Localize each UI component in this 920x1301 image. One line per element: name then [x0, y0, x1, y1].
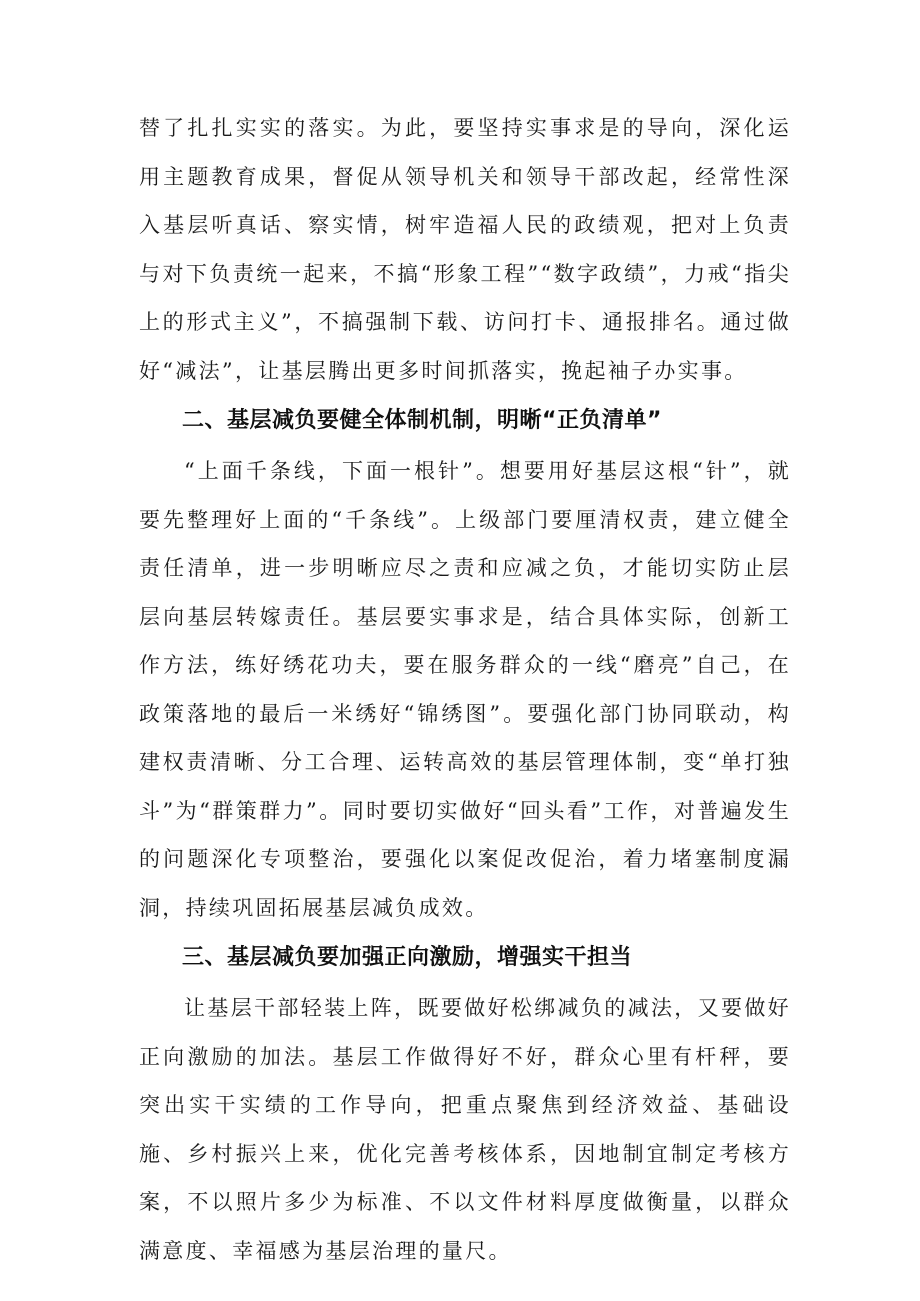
section-heading-two: 二、基层减负要健全体制机制，明晰“正负清单” — [182, 408, 662, 433]
paragraph-section-two: “上面千条线，下面一根针”。想要用好基层这根“针”，就要先整理好上面的“千条线”。上级部门要厘清权责，建立健全责任清单，进一步明晰应尽之责和应减之负，才能切实防止层层向基层转嫁责任。基层要实事求是，结合具体实际，创新工作方法，练好绣花功夫，要在服务群众的一线“磨亮”自己，在政策落地的最后一米绣好“锦绣图”。要强化部门协同联动，构建权责清晰、分工合理、运转高效的基层管理体制，变“单打独斗”为“群策群力”。同时要切实做好“回头看”工作，对普遍发生的问题深化专项整治，要强化以案促改促治，着力堵塞制度漏洞，持续巩固拓展基层减负成效。 — [139, 459, 791, 920]
paragraph-section-three: 让基层干部轻装上阵，既要做好松绑减负的减法，又要做好正向激励的加法。基层工作做得好不好，群众心里有杆秤，要突出实干实绩的工作导向，把重点聚焦到经济效益、基础设施、乡村振兴上来，优化完善考核体系，因地制宜制定考核方案，不以照片多少为标准、不以文件材料厚度做衡量，以群众满意度、幸福感为基层治理的量尺。 — [139, 996, 791, 1263]
section-heading-three: 三、基层减负要加强正向激励，增强实干担当 — [182, 945, 633, 970]
document-body — [139, 104, 791, 1275]
paragraph-continued: 替了扎扎实实的落实。为此，要坚持实事求是的导向，深化运用主题教育成果，督促从领导机关和领导干部改起，经常性深入基层听真话、察实情，树牢造福人民的政绩观，把对上负责与对下负责统一起来，不搞“形象工程”“数字政绩”，力戒“指尖上的形式主义”，不搞强制下载、访问打卡、通报排名。通过做好“减法”，让基层腾出更多时间抓落实，挽起袖子办实事。 — [139, 116, 791, 383]
